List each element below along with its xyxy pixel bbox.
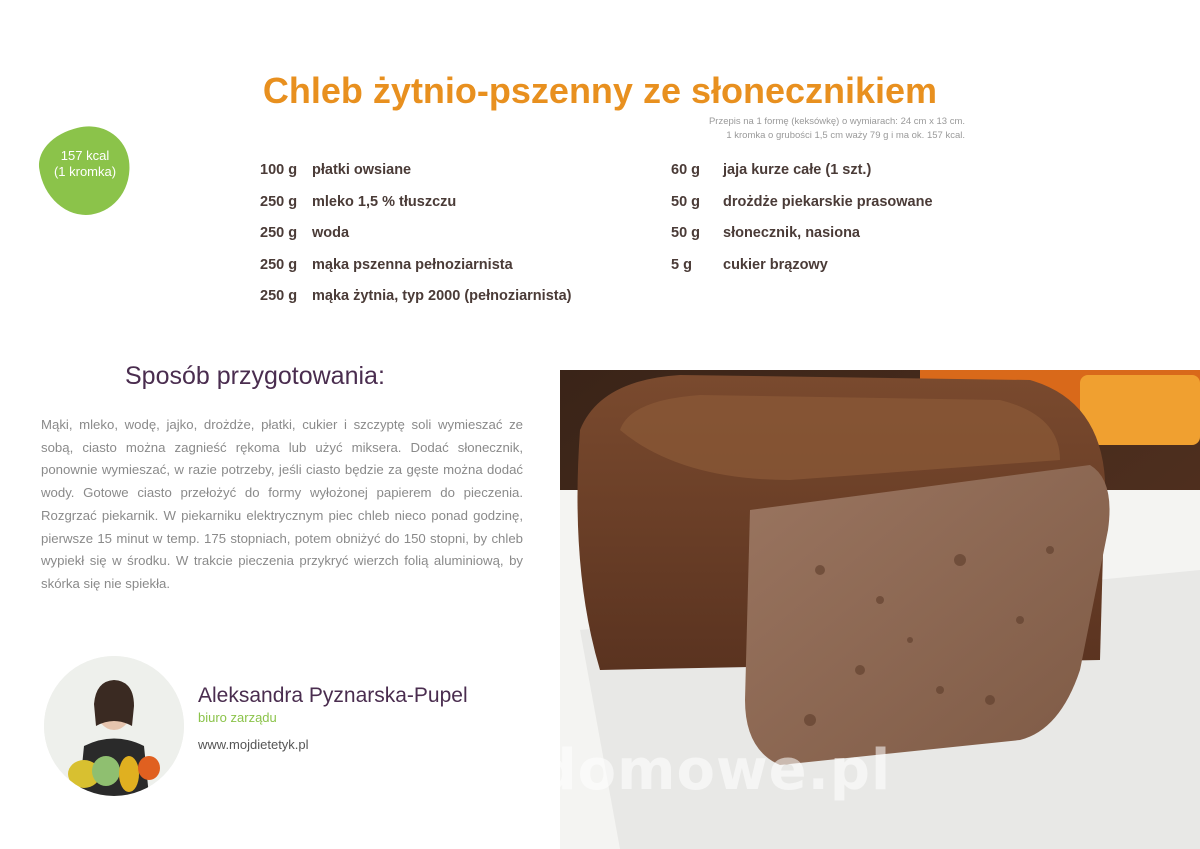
ingredient-row bbox=[260, 257, 571, 289]
ingredient-qty: 50 g bbox=[671, 225, 701, 241]
ingredient-row bbox=[671, 194, 933, 226]
ingredient-qty: 100 g bbox=[260, 162, 298, 178]
ingredient-row bbox=[260, 288, 571, 320]
author-role: biuro zarządu bbox=[198, 710, 277, 725]
ingredient-name: słonecznik, nasiona bbox=[723, 225, 860, 241]
recipe-note bbox=[709, 115, 965, 143]
recipe-note-line: Przepis na 1 formę (keksówkę) o wymiarach: 24 cm x 13 cm. bbox=[708, 116, 965, 127]
kcal-value: 157 kcal bbox=[60, 148, 110, 163]
kcal-badge-text bbox=[40, 148, 130, 180]
recipe-note-line: 1 kromka o grubości 1,5 cm waży 79 g i ma ok. 157 kcal. bbox=[726, 130, 965, 141]
ingredient-name: jaja kurze całe (1 szt.) bbox=[723, 162, 872, 178]
method-text: Mąki, mleko, wodę, jajko, drożdże, płatki, cukier i szczyptę soli wymieszać ze sobą, ciasto można zagnieść rękoma lub użyć miksera. Dodać słonecznik, ponownie wymieszać, w razie potrzeby, jeśli ciasto będzie za gęste można dodać wody. Gotowe ciasto przełożyć do formy wyłożonej papierem do pieczenia. Rozgrzać piekarnik. W piekarniku elektrycznym piec chleb nieco ponad godzinę, pierwsze 15 minut w temp. 175 stopniach, potem obniżyć do 150 stopni, by chleb wypiekł się w środku. W trakcie pieczenia przykryć wierzch folią aluminiową, by skórka się nie spiekła. bbox=[41, 417, 523, 591]
author-name: Aleksandra Pyznarska-Pupel bbox=[198, 684, 468, 707]
ingredient-row bbox=[671, 162, 933, 194]
kcal-unit: (1 kromka) bbox=[53, 164, 117, 179]
author-website[interactable]: www.mojdietetyk.pl bbox=[198, 737, 309, 752]
ingredient-qty: 250 g bbox=[260, 288, 298, 304]
ingredient-name: woda bbox=[312, 225, 350, 241]
ingredient-row bbox=[671, 257, 933, 289]
ingredient-row bbox=[260, 225, 571, 257]
ingredient-name: mąka żytnia, typ 2000 (pełnoziarnista) bbox=[312, 288, 572, 304]
ingredient-name: drożdże piekarskie prasowane bbox=[723, 193, 933, 210]
watermark: wedlinydomowe.pl bbox=[285, 738, 892, 803]
ingredients-right bbox=[671, 162, 933, 288]
ingredient-qty: 250 g bbox=[260, 225, 298, 241]
ingredient-row bbox=[260, 194, 571, 226]
ingredient-qty: 250 g bbox=[260, 256, 298, 273]
ingredient-qty: 50 g bbox=[671, 193, 701, 210]
ingredient-qty: 60 g bbox=[671, 162, 701, 178]
ingredient-row bbox=[260, 162, 571, 194]
ingredient-name: płatki owsiane bbox=[312, 162, 412, 178]
recipe-title: Chleb żytnio-pszenny ze słonecznikiem bbox=[262, 70, 938, 111]
ingredient-name: mleko 1,5 % tłuszczu bbox=[312, 193, 457, 210]
ingredient-name: mąka pszenna pełnoziarnista bbox=[312, 256, 513, 273]
ingredient-name: cukier brązowy bbox=[723, 256, 828, 273]
ingredient-row bbox=[671, 225, 933, 257]
author-avatar bbox=[44, 656, 184, 796]
ingredient-qty: 250 g bbox=[260, 193, 298, 210]
ingredients-left bbox=[260, 162, 571, 320]
method-heading: Sposób przygotowania: bbox=[125, 362, 385, 390]
ingredient-qty: 5 g bbox=[671, 256, 692, 273]
